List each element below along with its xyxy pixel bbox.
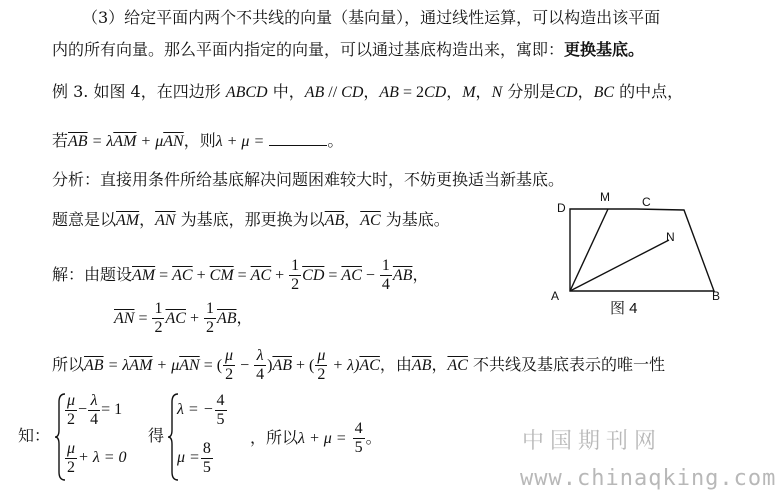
math: // <box>324 84 342 101</box>
key-phrase-change-basis: 更换基底。 <box>564 40 645 59</box>
therefore-line <box>52 347 665 384</box>
example-label: 例 3. 如图 4，在四边形 <box>52 82 221 101</box>
zhi-label: 知： <box>18 426 51 445</box>
numerator: 4 <box>216 392 225 409</box>
vector: $\overline{AN}$ <box>114 310 135 327</box>
numerator: 1 <box>154 300 163 317</box>
text: 解：由题设 <box>52 265 133 284</box>
figure-4 <box>548 188 738 318</box>
segment-an <box>570 240 669 291</box>
text: 所以 <box>52 355 85 374</box>
label-n: N <box>666 230 675 244</box>
text: 若 <box>52 131 69 150</box>
label-a: A <box>551 289 560 303</box>
math: = <box>155 267 173 284</box>
fraction <box>65 440 77 477</box>
vector: $\overline{AB}$ <box>68 133 88 150</box>
vector: $\overline{AN}$ <box>179 357 200 374</box>
math: = ( <box>199 357 223 374</box>
math: N <box>491 84 503 101</box>
text: ， <box>412 265 429 284</box>
math: λ + μ = <box>215 133 265 150</box>
numerator: μ <box>225 347 234 364</box>
math: = λ <box>87 133 114 150</box>
numerator: μ <box>317 347 326 364</box>
meaning-text <box>52 210 450 231</box>
numerator: μ <box>67 440 76 457</box>
math: BC <box>593 84 615 101</box>
label-m: M <box>600 190 610 204</box>
text: 分别是 <box>502 82 556 101</box>
denominator: 5 <box>216 411 225 428</box>
fraction <box>88 392 100 429</box>
math: + μ <box>136 133 164 150</box>
numerator: 1 <box>205 300 214 317</box>
fraction <box>215 392 227 429</box>
math: μ = <box>177 449 200 467</box>
numerator: 8 <box>202 440 211 457</box>
system-1 <box>64 392 144 484</box>
text: 的中点， <box>614 82 684 101</box>
vector: $\overline{AB}$ <box>324 212 345 229</box>
fraction <box>254 347 266 384</box>
math: = <box>134 310 152 327</box>
fraction <box>315 347 327 384</box>
text: 。 <box>327 131 344 150</box>
numerator: 1 <box>291 257 300 274</box>
vector: $\overline{AC}$ <box>250 267 272 284</box>
text: ， <box>363 82 380 101</box>
math: = <box>233 267 251 284</box>
numerator: 4 <box>354 420 363 437</box>
text: 题意是以 <box>52 210 117 229</box>
denominator: 2 <box>67 411 76 428</box>
math: + <box>271 267 289 284</box>
math: + ( <box>291 357 315 374</box>
text: ，所以 <box>250 428 299 447</box>
answer-blank <box>269 131 327 146</box>
fraction <box>353 420 365 457</box>
vector: $\overline{AB}$ <box>411 357 432 374</box>
vector: $\overline{AC}$ <box>172 267 193 284</box>
vector: $\overline{AB}$ <box>84 357 104 374</box>
math: λ = − <box>177 401 214 419</box>
denominator: 2 <box>225 366 234 383</box>
text: 为基底。 <box>380 210 450 229</box>
math: ) <box>267 357 273 374</box>
math: CD <box>555 84 578 101</box>
vector: $\overline{CM}$ <box>209 267 234 284</box>
text: ，由 <box>379 355 412 374</box>
given-equation <box>52 131 343 152</box>
math: + <box>185 310 203 327</box>
fraction <box>380 257 392 294</box>
analysis-text: 分析：直接用条件所给基底解决问题困难较大时，不妨更换适当新基底。 <box>52 170 565 189</box>
text: 中， <box>272 82 305 101</box>
denominator: 2 <box>291 276 300 293</box>
vector: $\overline{AC}$ <box>341 267 362 284</box>
vector: $\overline{AB}$ <box>392 267 413 284</box>
vector: $\overline{AC}$ <box>165 310 186 327</box>
text: ， <box>344 210 361 229</box>
fraction <box>289 257 301 294</box>
vector: $\overline{AM}$ <box>116 212 140 229</box>
math: CD <box>341 84 364 101</box>
vector: $\overline{AM}$ <box>129 357 153 374</box>
numerator: μ <box>67 392 76 409</box>
system-1-row-1 <box>64 392 122 429</box>
vector: $\overline{AN}$ <box>155 212 176 229</box>
example-statement <box>52 82 683 103</box>
quad-name: ABCD <box>225 84 268 101</box>
text: ， <box>446 82 463 101</box>
numerator: 1 <box>381 257 390 274</box>
denominator: 2 <box>154 319 163 336</box>
math: − <box>236 357 254 374</box>
text: ， <box>475 82 492 101</box>
text: 。 <box>365 428 382 447</box>
system-2 <box>177 392 257 484</box>
watermark-url: www.chinaqking.com <box>520 466 776 491</box>
paragraph-line-1: （3）给定平面内两个不共线的向量（基向量），通过线性运算，可以构造出该平面 <box>82 8 661 27</box>
math: M <box>462 84 476 101</box>
system-2-row-1 <box>177 392 228 429</box>
math: = 1 <box>101 401 123 419</box>
label-c: C <box>642 195 651 209</box>
math: + λ) <box>328 357 360 374</box>
vector: $\overline{AC}$ <box>360 212 381 229</box>
system-2-row-2 <box>177 440 214 477</box>
math: = λ <box>103 357 130 374</box>
text: ，则 <box>183 131 216 150</box>
numerator: λ <box>88 392 100 411</box>
denominator: 4 <box>381 276 390 293</box>
vector: $\overline{AB}$ <box>272 357 292 374</box>
de-label: 得 <box>148 426 165 445</box>
vector: $\overline{AM}$ <box>113 133 137 150</box>
denominator: 5 <box>354 439 363 456</box>
math: AB <box>379 84 399 101</box>
math: + λ = 0 <box>78 449 127 467</box>
denominator: 2 <box>317 366 326 383</box>
text: ， <box>236 308 253 327</box>
text: 为基底，那更换为以 <box>175 210 325 229</box>
fraction <box>223 347 235 384</box>
solution-line-1 <box>52 257 428 294</box>
denominator: 4 <box>90 411 99 428</box>
denominator: 5 <box>202 459 211 476</box>
math: AB <box>304 84 325 101</box>
vector: $\overline{AN}$ <box>163 133 184 150</box>
text: 不共线及基底表示的唯一性 <box>467 355 666 374</box>
label-b: B <box>712 289 721 303</box>
paragraph-line-2 <box>52 40 644 60</box>
fraction <box>65 392 77 429</box>
math: − <box>361 267 379 284</box>
watermark-cn: 中国期刊网 <box>522 429 663 454</box>
text: ， <box>577 82 594 101</box>
numerator: λ <box>254 347 266 366</box>
figure-caption: 图 4 <box>610 300 638 317</box>
math: − <box>78 401 88 419</box>
paragraph-line-2-text: 内的所有向量。那么平面内指定的向量，可以通过基底构造出来，寓即： <box>52 40 565 59</box>
final-answer <box>250 420 382 457</box>
solution-line-2 <box>114 300 253 337</box>
math: CD <box>423 84 447 101</box>
math: = <box>324 267 342 284</box>
denominator: 2 <box>67 459 76 476</box>
segment-am <box>570 209 608 291</box>
vector: $\overline{AC}$ <box>359 357 380 374</box>
text: ， <box>431 355 448 374</box>
vector: $\overline{AB}$ <box>216 310 237 327</box>
text: ， <box>139 210 156 229</box>
fraction <box>201 440 213 477</box>
math: + <box>192 267 210 284</box>
quadrilateral-abcd <box>570 209 714 291</box>
denominator: 2 <box>205 319 214 336</box>
fraction <box>204 300 216 337</box>
math: + μ <box>152 357 180 374</box>
math: λ + μ = <box>298 430 347 447</box>
vector: $\overline{AM}$ <box>132 267 156 284</box>
denominator: 4 <box>256 366 265 383</box>
fraction <box>152 300 164 337</box>
label-d: D <box>557 201 566 215</box>
system-1-row-2 <box>64 440 127 477</box>
math: = 2 <box>398 84 424 101</box>
vector: $\overline{CD}$ <box>302 267 325 284</box>
vector: $\overline{AC}$ <box>447 357 468 374</box>
